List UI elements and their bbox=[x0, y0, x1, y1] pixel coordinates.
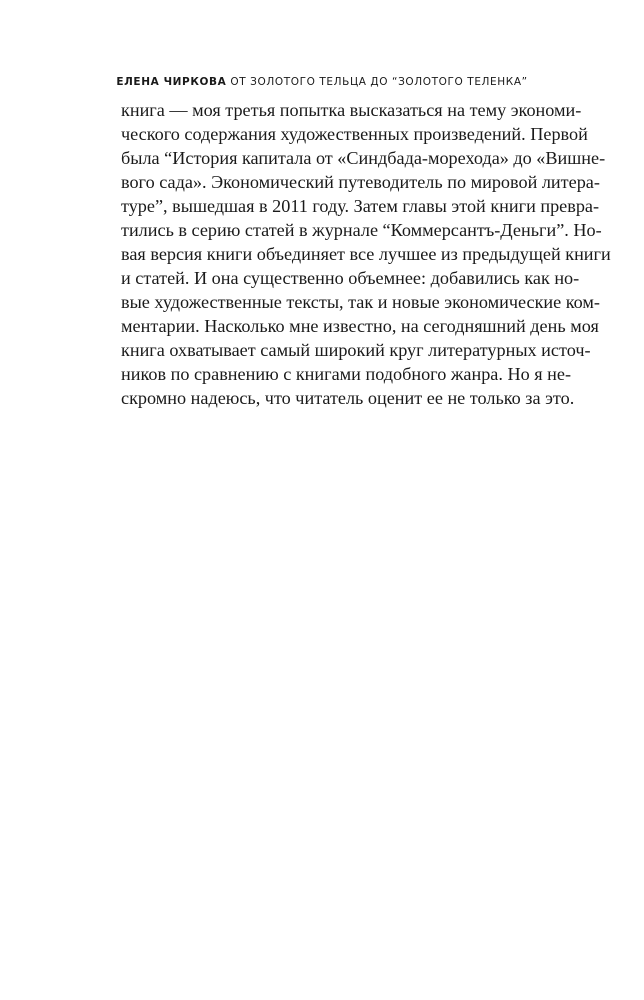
text-line: туре”, вышедшая в 2011 году. Затем главы этой книги превра- bbox=[121, 196, 600, 216]
text-line: была “История капитала от «Синдбада-морехода» до «Вишне- bbox=[121, 148, 606, 168]
text-line: тились в серию статей в журнале “Коммерсантъ-Деньги”. Но- bbox=[121, 220, 602, 240]
body-paragraph bbox=[121, 98, 611, 410]
running-head-author: ЕЛЕНА ЧИРКОВА bbox=[116, 76, 227, 88]
running-head bbox=[0, 76, 644, 88]
text-line: ников по сравнению с книгами подобного жанра. Но я не- bbox=[121, 364, 572, 384]
text-line: ческого содержания художественных произведений. Первой bbox=[121, 124, 588, 144]
text-line: и статей. И она существенно объемнее: добавились как но- bbox=[121, 268, 580, 288]
running-head-title: ОТ ЗОЛОТОГО ТЕЛЬЦА ДО “ЗОЛОТОГО ТЕЛЕНКА” bbox=[230, 76, 528, 88]
text-line: книга — моя третья попытка высказаться на тему экономи- bbox=[121, 100, 582, 120]
text-line: вые художественные тексты, так и новые экономические ком- bbox=[121, 292, 600, 312]
text-line: вая версия книги объединяет все лучшее из предыдущей книги bbox=[121, 244, 611, 264]
text-line: книга охватывает самый широкий круг литературных источ- bbox=[121, 340, 591, 360]
text-line: ментарии. Насколько мне известно, на сегодняшний день моя bbox=[121, 316, 599, 336]
text-line: скромно надеюсь, что читатель оценит ее не только за это. bbox=[121, 388, 575, 408]
text-line: вого сада». Экономический путеводитель по мировой литера- bbox=[121, 172, 600, 192]
